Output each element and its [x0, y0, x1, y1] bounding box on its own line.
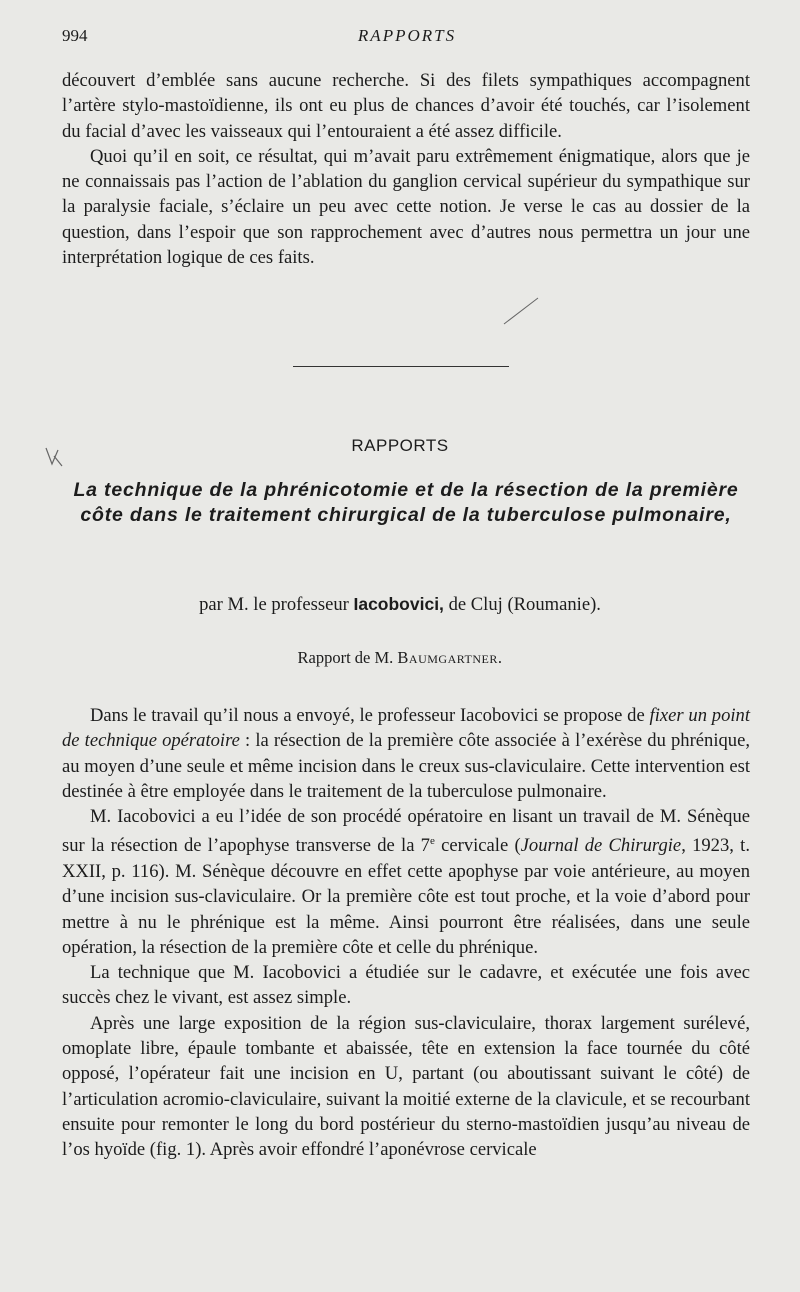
- pencil-mark-icon: [500, 294, 544, 328]
- byline-prefix: par M. le professeur: [199, 594, 349, 615]
- p1-text-b: : la résection de la première côte associée à l’exérèse du phrénique, au moyen d’une seule et même incision dans le creux sus-claviculaire. Cette intervention est destinée à être employée dans le traitement de la tuberculose pulmonaire.: [62, 730, 751, 802]
- margin-scribble-icon: [42, 442, 68, 472]
- body-paragraph-1: [62, 703, 750, 804]
- intro-text: [62, 68, 750, 270]
- byline-suffix: de Cluj (Roumanie).: [448, 594, 601, 615]
- intro-paragraph-1: découvert d’emblée sans aucune recherche. Si des filets sympathiques accompagnent l’artère stylo-mastoïdienne, ils ont eu plus de chances d’avoir été touchés, car l’isolement du facial d’avec les vaisseaux qui l’entouraient a été assez difficile.: [62, 70, 750, 142]
- body-paragraph-4: Après une large exposition de la région sus-claviculaire, thorax largement surélevé, omoplate libre, épaule tombante et abaissée, tête en extension la face tournée du côté opposé, l’opérateur fait une incision en U, partant (ou aboutissant suivant le côté) de l’articulation acromio-claviculaire, suivant la moitié externe de la clavicule, et se recourbant ensuite pour remonter le long du bord postérieur du sterno-mastoïdien jusqu’au niveau de l’os hyoïde (fig. 1). Après avoir effondré l’aponévrose cervicale: [62, 1012, 750, 1161]
- section-divider: [293, 366, 509, 367]
- rapport-prefix: Rapport de M.: [297, 648, 394, 667]
- body-paragraph-3: La technique que M. Iacobovici a étudiée sur le cadavre, et exécutée une fois avec succès chez le vivant, est assez simple.: [62, 962, 750, 1009]
- byline: [0, 594, 800, 616]
- rapport-author: Baumgartner.: [397, 648, 503, 667]
- body-text: [62, 703, 750, 1163]
- page-number: 994: [62, 26, 88, 45]
- p1-text-a: Dans le travail qu’il nous a envoyé, le professeur Iacobovici se propose de: [90, 705, 645, 726]
- p2-journal: Journal de Chirurgie: [520, 835, 682, 857]
- p2-text-a: M. Iacobovici a eu l’idée de son procédé opératoire en lisant un travail de M. Sénèque sur la résection de l’apophyse transverse de la 7: [62, 806, 750, 857]
- author-name: Iacobovici,: [353, 594, 444, 614]
- article-title: La technique de la phrénicotomie et de la résection de la première côte dans le traitement chirurgical de la tuberculose pulmonaire,: [73, 479, 739, 526]
- p2-superscript: e: [429, 835, 435, 848]
- p1-emphasis: fixer un point de technique opératoire: [62, 705, 751, 752]
- running-title: RAPPORTS: [357, 26, 457, 45]
- section-heading: RAPPORTS: [351, 436, 449, 455]
- page-header: [62, 26, 752, 50]
- p2-text-c: , 1923, t. XXII, p. 116). M. Sénèque découvre en effet cette apophyse par voie antérieure, au moyen d’une incision sus-claviculaire. Or la première côte est tout proche, et la voie d’abord pour mettre à nu le phrénique est la même. Ainsi pourront être réalisées, dans une seule opération, la résection de la première côte et celle du phrénique.: [62, 835, 750, 958]
- body-paragraph-2: [62, 804, 750, 960]
- rapport-line: [0, 648, 800, 668]
- intro-paragraph-2: Quoi qu’il en soit, ce résultat, qui m’avait paru extrêmement énigmatique, alors que je ne connaissais pas l’action de l’ablation du ganglion cervical supérieur du sympathique sur la paralysie faciale, s’éclaire un peu avec cette notion. Je verse le cas au dossier de la question, dans l’espoir que son rapprochement avec d’autres nous permettra un jour une interprétation logique de ces faits.: [62, 145, 750, 269]
- p2-text-b: cervicale (: [434, 835, 521, 857]
